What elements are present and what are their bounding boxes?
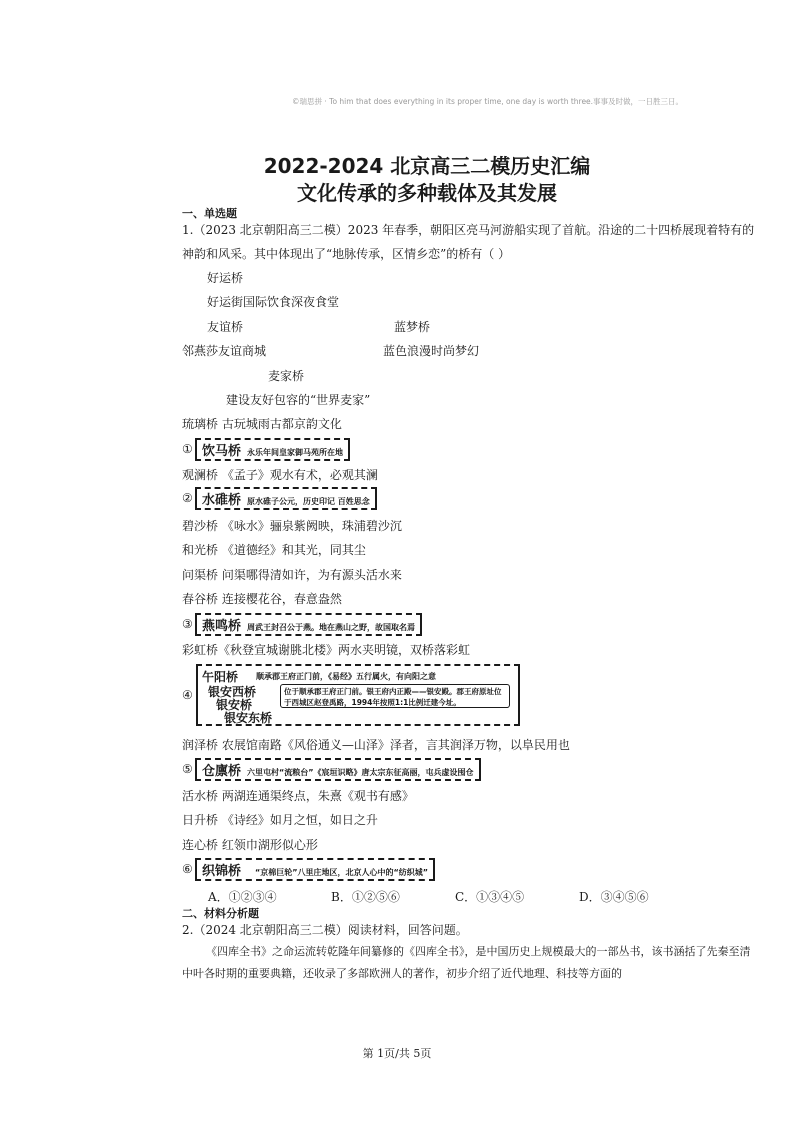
marker-1: ① bbox=[182, 442, 193, 456]
bridge-risheng: 日升桥 《诗经》如月之恒，如日之升 bbox=[182, 813, 378, 827]
bridge-lanmeng: 蓝梦桥 bbox=[394, 320, 431, 334]
bridge-canglin-box bbox=[195, 758, 481, 781]
bridge-lanmeng-desc: 蓝色浪漫时尚梦幻 bbox=[383, 344, 480, 358]
question-stem-line2: 神韵和风采。其中体现出了“地脉传承，区情乡恋”的桥有（ ） bbox=[182, 247, 511, 261]
section-heading-material-analysis: 二、材料分析题 bbox=[182, 907, 259, 920]
marker-5: ⑤ bbox=[182, 762, 193, 776]
bridge-canglin-desc: 六里屯村“流粮台”《宸垣识略》唐太宗东征高丽，屯兵虚设囤仓 bbox=[247, 768, 474, 777]
bridge-yinandong-name: 银安东桥 bbox=[224, 711, 273, 725]
question-2-stem: 2.（2024 北京朝阳高三二模）阅读材料，回答问题。 bbox=[182, 923, 468, 937]
bridge-youyi-desc: 邻燕莎友谊商城 bbox=[182, 344, 267, 358]
page-title-line2: 文化传承的多种载体及其发展 bbox=[297, 181, 557, 205]
bridge-zhijin-desc: “京棉巨轮”八里庄地区，北京人心中的“纺织城” bbox=[255, 868, 429, 877]
bridge-wuyang-name: 午阳桥 bbox=[202, 670, 239, 684]
bridge-yanming-box bbox=[195, 613, 422, 636]
bridge-liuli: 琉璃桥 古玩城雨古都京韵文化 bbox=[182, 417, 342, 431]
bridge-wuyang-desc: 顺承郡王府正门前，《易经》五行属火，有向阳之意 bbox=[256, 672, 436, 681]
bridge-haoyun-desc: 好运街国际饮食深夜食堂 bbox=[207, 295, 340, 309]
bridge-zhijin-name: 织锦桥 bbox=[202, 864, 242, 879]
page-number: 第 1页/共 5页 bbox=[362, 1047, 432, 1060]
section-heading-single-choice: 一、单选题 bbox=[182, 207, 237, 220]
question-2-material: 《四库全书》之命运流转乾隆年间纂修的《四库全书》，是中国历史上规模最大的一部丛书，该书涵括了先秦至清中叶各时期的重要典籍，还收录了多部欧洲人的著作，初步介绍了近代地理、科技等方面的 bbox=[182, 945, 751, 980]
bridge-shuidui-desc: 原水碓子公元，历史印记 百姓思念 bbox=[247, 497, 370, 506]
bridge-yanming-name: 燕鸣桥 bbox=[202, 619, 242, 634]
bridge-lianxin: 连心桥 红领巾湖形似心形 bbox=[182, 838, 318, 852]
option-b[interactable]: B．①②⑤⑥ bbox=[331, 890, 400, 904]
bridge-chungu: 春谷桥 连接樱花谷，春意盎然 bbox=[182, 592, 342, 606]
bridge-yinan-desc: 位于顺承郡王府正门前。银王府内正殿——银安殿。郡王府原址位于西城区赵登禹路，1994年按照1:1比例迁建今址。 bbox=[280, 684, 510, 708]
bridge-yinma-name: 饮马桥 bbox=[202, 444, 242, 459]
bridge-yinma-desc: 永乐年间皇家御马苑所在地 bbox=[247, 448, 344, 457]
bridge-wuyang-yinan-box bbox=[196, 664, 520, 726]
marker-3: ③ bbox=[182, 617, 193, 631]
bridge-canglin-name: 仓廪桥 bbox=[202, 764, 242, 779]
option-c[interactable]: C．①③④⑤ bbox=[455, 890, 525, 904]
bridge-yinanxi-name: 银安西桥 bbox=[208, 685, 257, 699]
option-a[interactable]: A．①②③④ bbox=[208, 890, 277, 904]
watermark: ©瑞思拼 · To him that does everything in its proper time, one day is worth three.事事及时做，一日胜三日。 bbox=[292, 97, 684, 106]
bridge-runze: 润泽桥 农展馆南路《风俗通义—山泽》泽者，言其润泽万物，以阜民用也 bbox=[182, 738, 570, 752]
bridge-wenqu: 问渠桥 问渠哪得清如许，为有源头活水来 bbox=[182, 568, 402, 582]
bridge-bisha: 碧沙桥 《咏水》骊泉紫阙映，珠浦碧沙沉 bbox=[182, 519, 402, 533]
bridge-shuidui-box bbox=[195, 487, 377, 510]
option-d[interactable]: D．③④⑤⑥ bbox=[579, 890, 649, 904]
question-stem-line1: 1.（2023 北京朝阳高三二模）2023 年春季，朝阳区亮马河游船实现了首航。沿途的二十四桥展现着特有的 bbox=[182, 223, 755, 237]
bridge-haoyun: 好运桥 bbox=[207, 271, 244, 285]
marker-6: ⑥ bbox=[182, 862, 193, 876]
bridge-yinan-name: 银安桥 bbox=[216, 698, 253, 712]
bridge-huoshui: 活水桥 两湖连通渠终点，朱熹《观书有感》 bbox=[182, 789, 414, 803]
bridge-shuidui-name: 水碓桥 bbox=[202, 493, 242, 508]
bridge-maijia-desc: 建设友好包容的“世界麦家” bbox=[226, 393, 371, 407]
bridge-zhijin-box bbox=[195, 858, 435, 881]
marker-2: ② bbox=[182, 491, 193, 505]
marker-4: ④ bbox=[182, 688, 193, 702]
bridge-yanming-desc: 周武王封召公于燕。地在燕山之野，故国取名焉 bbox=[247, 623, 416, 632]
bridge-maijia: 麦家桥 bbox=[268, 369, 305, 383]
bridge-yinma-box bbox=[195, 438, 350, 461]
bridge-youyi: 友谊桥 bbox=[207, 320, 244, 334]
bridge-guanlan: 观澜桥 《孟子》观水有术，必观其澜 bbox=[182, 468, 378, 482]
bridge-heguang: 和光桥 《道德经》和其光，同其尘 bbox=[182, 543, 366, 557]
page-title-line1: 2022-2024 北京高三二模历史汇编 bbox=[263, 154, 591, 178]
bridge-caihong: 彩虹桥《秋登宣城谢朓北楼》两水夹明镜，双桥落彩虹 bbox=[182, 643, 471, 657]
